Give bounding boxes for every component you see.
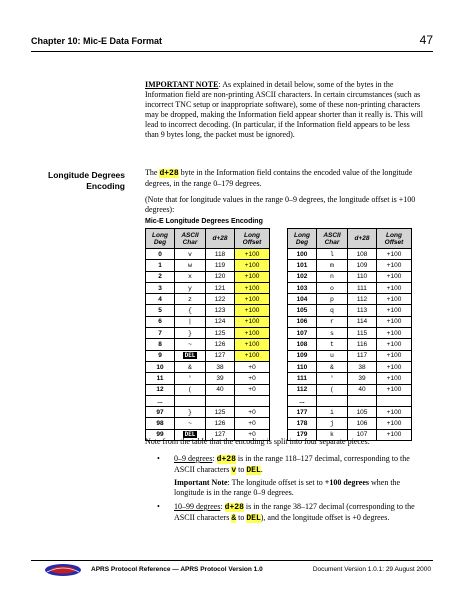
cell-off: +100 — [377, 418, 412, 429]
cell-off: +100 — [377, 384, 412, 395]
table-row — [146, 282, 270, 293]
cell-off: +0 — [235, 407, 270, 418]
cell-d28: 117 — [348, 350, 377, 361]
char-ampersand: & — [231, 514, 237, 523]
table-row — [146, 294, 270, 305]
cell-off: +100 — [235, 339, 270, 350]
cell-chr — [317, 395, 348, 406]
cell-d28: 107 — [348, 429, 377, 440]
table-row — [288, 260, 412, 271]
cell-deg: 108 — [288, 339, 317, 350]
cell-deg: 4 — [146, 294, 175, 305]
bullet-text: 0–9 degrees: d+28 is in the range 118–127 decimal, corresponding to the ASCII characters v to DEL. — [174, 454, 410, 475]
d28-code: d+28 — [216, 455, 236, 464]
cell-chr: k — [317, 429, 348, 440]
cell-d28: 39 — [206, 373, 235, 384]
table-header-row — [146, 229, 270, 249]
table-row — [146, 418, 270, 429]
cell-deg: 100 — [288, 249, 317, 260]
cell-chr: l — [317, 249, 348, 260]
col-header-d28: d+28 — [348, 229, 377, 249]
cell-d28: 108 — [348, 249, 377, 260]
cell-d28: 40 — [206, 384, 235, 395]
section-heading — [31, 170, 125, 192]
cell-chr: u — [317, 350, 348, 361]
page-number: 47 — [419, 33, 433, 47]
bullet-dot: • — [157, 454, 160, 463]
cell-chr: | — [175, 316, 206, 327]
table-row — [146, 395, 270, 406]
cell-deg: 98 — [146, 418, 175, 429]
col-header-d28: d+28 — [206, 229, 235, 249]
cell-off: +100 — [377, 373, 412, 384]
table-row — [288, 395, 412, 406]
aprs-logo-icon — [43, 563, 83, 577]
del-char-box: DEL — [184, 352, 196, 360]
table-row — [288, 384, 412, 395]
cell-off: +0 — [235, 373, 270, 384]
table-row — [146, 316, 270, 327]
cell-off: +100 — [235, 260, 270, 271]
cell-chr: v — [175, 249, 206, 260]
cell-deg: 7 — [146, 328, 175, 339]
table-row — [288, 361, 412, 372]
table-row — [288, 282, 412, 293]
col-header-deg: Long Deg — [146, 229, 175, 249]
cell-deg: ... — [146, 395, 175, 406]
page-footer — [31, 563, 433, 579]
cell-chr: t — [317, 339, 348, 350]
cell-d28: 38 — [348, 361, 377, 372]
cell-chr: i — [317, 407, 348, 418]
d28-code: d+28 — [159, 169, 179, 178]
char-del: DEL — [246, 466, 261, 475]
cell-chr: { — [175, 305, 206, 316]
cell-off: +100 — [377, 350, 412, 361]
table-row — [146, 339, 270, 350]
cell-chr: o — [317, 282, 348, 293]
cell-chr: w — [175, 260, 206, 271]
cell-chr: & — [317, 361, 348, 372]
table-title: Mic-E Longitude Degrees Encoding — [145, 218, 263, 225]
d28-code: d+28 — [224, 503, 244, 512]
cell-off: +100 — [377, 316, 412, 327]
cell-off: +100 — [235, 305, 270, 316]
table-row — [288, 249, 412, 260]
cell-deg: 179 — [288, 429, 317, 440]
cell-chr: ( — [317, 384, 348, 395]
encoding-table-right — [287, 228, 412, 441]
cell-chr — [175, 395, 206, 406]
cell-chr: s — [317, 328, 348, 339]
col-header-deg: Long Deg — [288, 229, 317, 249]
cell-deg: 5 — [146, 305, 175, 316]
del-char-box: DEL — [184, 431, 196, 439]
cell-off: +100 — [377, 249, 412, 260]
cell-deg: 112 — [288, 384, 317, 395]
chapter-title: Chapter 10: Mic-E Data Format — [31, 36, 163, 46]
section-heading-line2: Encoding — [86, 181, 125, 191]
cell-chr: p — [317, 294, 348, 305]
cell-d28: 113 — [348, 305, 377, 316]
cell-chr: ' — [317, 373, 348, 384]
cell-deg: 102 — [288, 271, 317, 282]
cell-d28: 125 — [206, 328, 235, 339]
table-header-row — [288, 229, 412, 249]
footer-rule — [31, 560, 433, 561]
cell-d28: 118 — [206, 249, 235, 260]
cell-chr: } — [175, 407, 206, 418]
cell-d28: 122 — [206, 294, 235, 305]
important-note-text: : As explained in detail below, some of the bytes in the Information field are non-printing ASCII characters. In certain circumstances (such as incorrect TNC setup or inappropriate software), some of these non-printing characters may be dropped, making the Information field appear shorter than it really is. This will lead to incorrect decoding. (In particular, if the Information field appears to be less than 9 bytes long, the packet must be ignored). — [145, 80, 423, 139]
cell-off: +100 — [377, 361, 412, 372]
cell-off: +0 — [235, 361, 270, 372]
table-row — [288, 316, 412, 327]
bullet-dot: • — [157, 502, 160, 511]
cell-deg: 9 — [146, 350, 175, 361]
cell-d28: 115 — [348, 328, 377, 339]
cell-deg: 105 — [288, 305, 317, 316]
cell-d28: 39 — [348, 373, 377, 384]
cell-d28: 126 — [206, 418, 235, 429]
important-note-offset: Important Note: The longitude offset is set to +100 degrees when the longitude is in the range 0–9 degrees. — [174, 478, 401, 497]
cell-off: +100 — [235, 328, 270, 339]
encoding-table-left — [145, 228, 270, 441]
cell-off: +100 — [235, 294, 270, 305]
cell-off: +100 — [235, 271, 270, 282]
cell-chr: z — [175, 294, 206, 305]
cell-chr: } — [175, 328, 206, 339]
page-header — [31, 33, 433, 52]
cell-d28: 121 — [206, 282, 235, 293]
cell-deg: 0 — [146, 249, 175, 260]
cell-off — [377, 395, 412, 406]
cell-deg: 178 — [288, 418, 317, 429]
table-row — [288, 418, 412, 429]
cell-chr: x — [175, 271, 206, 282]
cell-chr: j — [317, 418, 348, 429]
cell-deg: 103 — [288, 282, 317, 293]
cell-off: +100 — [377, 407, 412, 418]
cell-deg: 99 — [146, 429, 175, 440]
cell-off: +100 — [377, 282, 412, 293]
cell-deg: 97 — [146, 407, 175, 418]
cell-off: +100 — [235, 249, 270, 260]
important-note-paragraph — [145, 80, 425, 140]
cell-d28: 127 — [206, 350, 235, 361]
cell-off: +100 — [235, 282, 270, 293]
table-row — [146, 361, 270, 372]
table-row — [146, 328, 270, 339]
cell-d28: 124 — [206, 316, 235, 327]
cell-d28: 125 — [206, 407, 235, 418]
intro-paragraph — [145, 168, 425, 189]
header-rule — [31, 51, 433, 52]
offset-note: (Note that for longitude values in the range 0–9 degrees, the longitude offset is +100 degrees): — [145, 195, 416, 214]
cell-off: +0 — [235, 418, 270, 429]
cell-off: +0 — [235, 429, 270, 440]
table-row — [288, 339, 412, 350]
table-row — [288, 328, 412, 339]
cell-d28: 126 — [206, 339, 235, 350]
cell-d28 — [348, 395, 377, 406]
cell-chr: q — [317, 305, 348, 316]
col-header-offset: Long Offset — [377, 229, 412, 249]
cell-deg: 6 — [146, 316, 175, 327]
cell-chr: r — [317, 316, 348, 327]
cell-chr — [175, 350, 206, 361]
bullet-text: 10–99 degrees: d+28 is in the range 38–127 decimal (corresponding to the ASCII characters & to DEL), and the longitude offset is +0 degrees. — [174, 502, 415, 523]
table-row — [288, 271, 412, 282]
cell-off: +100 — [377, 305, 412, 316]
cell-deg: 11 — [146, 373, 175, 384]
cell-off: +100 — [377, 271, 412, 282]
cell-deg: 104 — [288, 294, 317, 305]
table-row — [146, 271, 270, 282]
table-row — [288, 407, 412, 418]
cell-deg: 8 — [146, 339, 175, 350]
cell-deg: 10 — [146, 361, 175, 372]
cell-d28: 111 — [348, 282, 377, 293]
table-row — [146, 305, 270, 316]
cell-deg: 1 — [146, 260, 175, 271]
intro-post: byte in the Information field contains the encoded value of the longitude degrees, in the range 0–179 degrees. — [145, 168, 413, 188]
important-note-label: IMPORTANT NOTE — [145, 80, 219, 89]
cell-chr: ~ — [175, 339, 206, 350]
cell-deg: 111 — [288, 373, 317, 384]
cell-off: +100 — [377, 429, 412, 440]
col-header-char: ASCII Char — [317, 229, 348, 249]
cell-deg: 109 — [288, 350, 317, 361]
cell-d28: 127 — [206, 429, 235, 440]
cell-off: +100 — [377, 328, 412, 339]
cell-deg: ... — [288, 395, 317, 406]
cell-deg: 107 — [288, 328, 317, 339]
table-row — [288, 305, 412, 316]
cell-chr: m — [317, 260, 348, 271]
cell-deg: 3 — [146, 282, 175, 293]
footer-title: APRS Protocol Reference — APRS Protocol Version 1.0 — [91, 566, 263, 573]
table-row — [146, 384, 270, 395]
char-del: DEL — [246, 514, 261, 523]
cell-deg: 2 — [146, 271, 175, 282]
cell-d28: 114 — [348, 316, 377, 327]
cell-off — [235, 395, 270, 406]
cell-d28: 119 — [206, 260, 235, 271]
cell-off: +100 — [377, 260, 412, 271]
cell-chr: y — [175, 282, 206, 293]
cell-off: +100 — [235, 316, 270, 327]
cell-deg: 106 — [288, 316, 317, 327]
char-v: v — [231, 466, 237, 475]
table-row — [146, 407, 270, 418]
col-header-char: ASCII Char — [175, 229, 206, 249]
col-header-offset: Long Offset — [235, 229, 270, 249]
cell-d28: 116 — [348, 339, 377, 350]
cell-off: +100 — [235, 350, 270, 361]
cell-d28: 112 — [348, 294, 377, 305]
table-row — [146, 260, 270, 271]
cell-d28: 110 — [348, 271, 377, 282]
cell-off: +100 — [377, 339, 412, 350]
cell-d28: 120 — [206, 271, 235, 282]
table-row — [146, 350, 270, 361]
table-row — [288, 373, 412, 384]
section-heading-line1: Longitude Degrees — [48, 170, 125, 180]
cell-d28: 105 — [348, 407, 377, 418]
cell-chr: & — [175, 361, 206, 372]
cell-off: +100 — [377, 294, 412, 305]
cell-d28: 123 — [206, 305, 235, 316]
cell-off: +0 — [235, 384, 270, 395]
cell-deg: 110 — [288, 361, 317, 372]
cell-chr: ' — [175, 373, 206, 384]
footer-version: Document Version 1.0.1: 29 August 2000 — [312, 566, 431, 573]
cell-chr: ( — [175, 384, 206, 395]
intro-pre: The — [145, 168, 160, 177]
cell-d28: 40 — [348, 384, 377, 395]
cell-deg: 12 — [146, 384, 175, 395]
cell-deg: 177 — [288, 407, 317, 418]
table-row — [288, 294, 412, 305]
cell-d28: 109 — [348, 260, 377, 271]
cell-chr: n — [317, 271, 348, 282]
cell-d28: 38 — [206, 361, 235, 372]
cell-deg: 101 — [288, 260, 317, 271]
table-row — [288, 350, 412, 361]
table-row — [146, 249, 270, 260]
cell-d28 — [206, 395, 235, 406]
cell-chr: ~ — [175, 418, 206, 429]
encoding-summary-intro: Note from the table that the encoding is split into four separate pieces: — [145, 437, 370, 446]
table-row — [146, 373, 270, 384]
cell-d28: 106 — [348, 418, 377, 429]
